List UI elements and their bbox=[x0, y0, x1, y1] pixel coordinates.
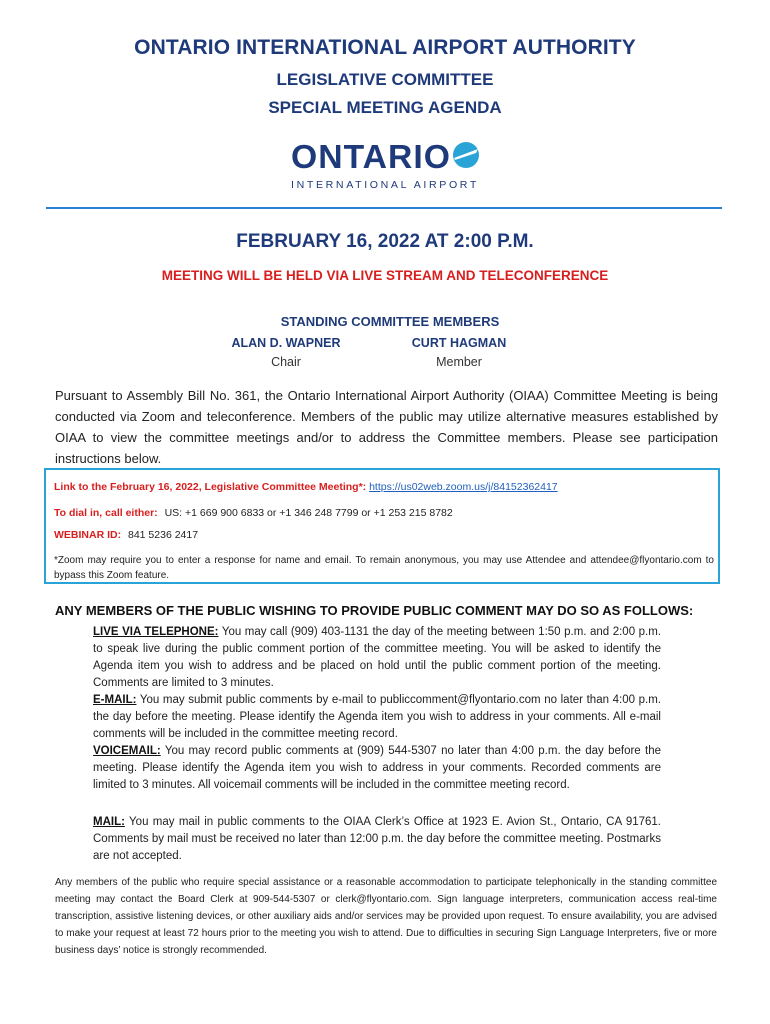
comment-method-email bbox=[93, 692, 661, 743]
webinar-id-value: 841 5236 2417 bbox=[128, 529, 199, 541]
method-text: You may call (909) 403-1131 the day of the meeting between 1:50 p.m. and 2:00 p.m. to speak live during the public comment portion of the committee meeting. You will be asked to identify the Agenda item you wish to address and be placed on hold until the public comment portion of the meeting. Comments are limited to 3 minutes. bbox=[93, 626, 662, 689]
committee-members-heading: STANDING COMMITTEE MEMBERS bbox=[280, 314, 500, 329]
agenda-type: SPECIAL MEETING AGENDA bbox=[268, 98, 502, 117]
method-label: MAIL: bbox=[93, 816, 125, 828]
meeting-access-box bbox=[44, 468, 720, 584]
member-chair bbox=[206, 334, 366, 372]
method-text: You may submit public comments by e-mail to publiccomment@flyontario.com no later than 4:00 p.m. the day before the meeting. Please identify the Agenda item you wish to address in your comments. All e-mail comments will be included in the committee meeting record. bbox=[93, 694, 661, 740]
header-divider bbox=[46, 207, 722, 209]
method-label: LIVE VIA TELEPHONE: bbox=[93, 626, 219, 638]
public-comment-heading: ANY MEMBERS OF THE PUBLIC WISHING TO PROVIDE PUBLIC COMMENT MAY DO SO AS FOLLOWS: bbox=[55, 603, 694, 618]
logo-graphic bbox=[288, 138, 484, 192]
method-label: E-MAIL: bbox=[93, 694, 137, 706]
comment-method-voicemail bbox=[93, 743, 661, 794]
logo-wordmark: ONTARIO bbox=[291, 138, 451, 175]
meeting-format-notice: MEETING WILL BE HELD VIA LIVE STREAM AND TELECONFERENCE bbox=[161, 268, 609, 283]
document-title: ONTARIO INTERNATIONAL AIRPORT AUTHORITY bbox=[134, 36, 636, 59]
dial-in-line bbox=[54, 507, 453, 519]
intro-paragraph: Pursuant to Assembly Bill No. 361, the Ontario International Airport Authority (OIAA) Committee Meeting is being conducted via Zoom and teleconference. Members of the public may utilize alternative measures established by OIAA to view the committee meetings and/or to address the Committee members. Please see participation instructions below. bbox=[55, 388, 718, 466]
zoom-link-label: Link to the February 16, 2022, Legislative Committee Meeting*: bbox=[54, 481, 367, 493]
member-name: ALAN D. WAPNER bbox=[231, 336, 341, 350]
comment-method-mail bbox=[93, 814, 661, 865]
webinar-id-line bbox=[54, 529, 198, 541]
logo-tagline: INTERNATIONAL AIRPORT bbox=[291, 179, 479, 191]
zoom-link-line bbox=[54, 481, 558, 493]
dial-in-label: To dial in, call either: bbox=[54, 507, 158, 519]
dial-in-numbers: US: +1 669 900 6833 or +1 346 248 7799 or +1 253 215 8782 bbox=[164, 507, 453, 519]
zoom-meeting-link[interactable]: https://us02web.zoom.us/j/84152362417 bbox=[369, 481, 558, 493]
method-text: You may mail in public comments to the OIAA Clerk’s Office at 1923 E. Avion St., Ontario, CA 91761. Comments by mail must be received no later than 12:00 p.m. the day before the committee meeting. Postmarks are not accepted. bbox=[93, 816, 661, 862]
member-role: Chair bbox=[271, 355, 301, 369]
ontario-airport-logo bbox=[288, 138, 484, 192]
member-2 bbox=[379, 334, 539, 372]
zoom-anonymity-note: *Zoom may require you to enter a response for name and email. To remain anonymous, you may use Attendee and attendee@flyontario.com to bypass this Zoom feature. bbox=[54, 555, 714, 581]
member-role: Member bbox=[436, 355, 482, 369]
committee-name: LEGISLATIVE COMMITTEE bbox=[276, 70, 494, 89]
method-label: VOICEMAIL: bbox=[93, 745, 161, 757]
webinar-id-label: WEBINAR ID: bbox=[54, 529, 122, 541]
accommodation-notice: Any members of the public who require special assistance or a reasonable accommodation to participate telephonically in the standing committee meeting may contact the Board Clerk at 909-544-5307 or clerk@flyontario.com. Sign language interpreters, communication access real-time transcription, assistive listening devices, or other auxiliary aids and/or services may be provided upon request. To ensure availability, you are advised to make your request at least 72 hours prior to the meeting you wish to attend. Due to difficulties in securing Sign Language Interpreters, five or more business days’ notice is strongly recommended. bbox=[55, 877, 717, 956]
meeting-date: FEBRUARY 16, 2022 AT 2:00 P.M. bbox=[236, 231, 534, 252]
method-text: You may record public comments at (909) 544-5307 no later than 4:00 p.m. the day before the meeting. Please identify the Agenda item you wish to address in your comments. Recorded comments are limited to 3 minutes. All voicemail comments will be included in the committee meeting record. bbox=[93, 745, 661, 791]
comment-method-telephone bbox=[93, 624, 661, 692]
member-name: CURT HAGMAN bbox=[411, 336, 507, 350]
